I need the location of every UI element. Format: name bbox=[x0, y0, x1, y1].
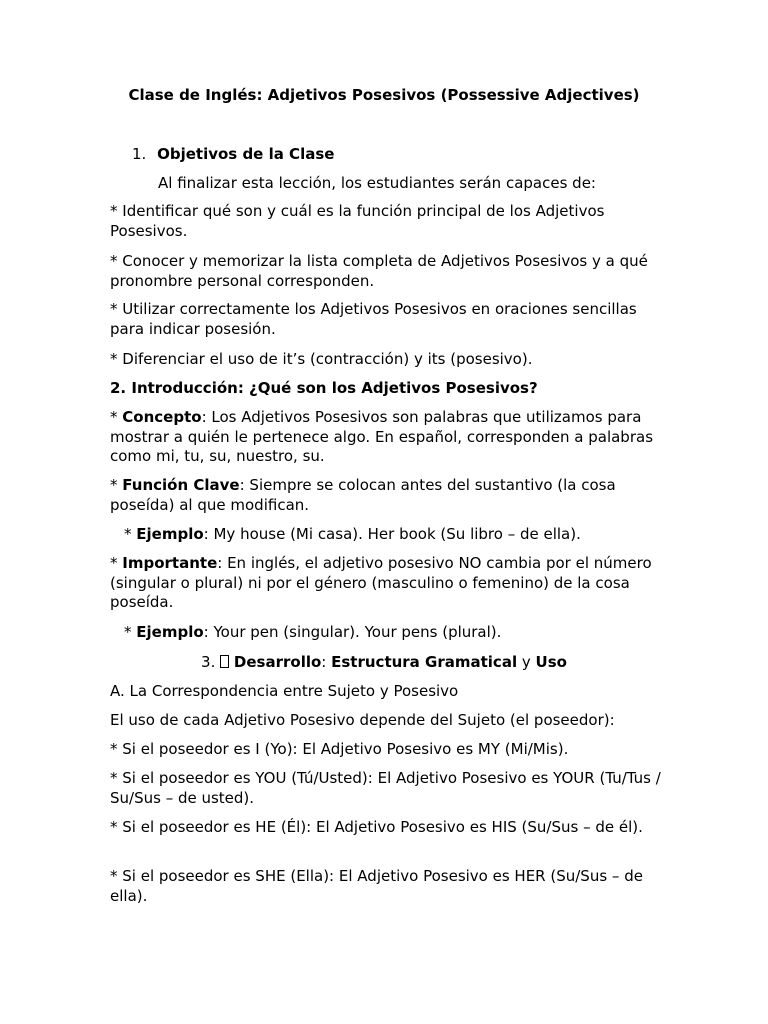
objective-3: * Utilizar correctamente los Adjetivos Posesivos en oraciones sencillas para indicar posesión. bbox=[110, 300, 637, 338]
section-2-heading: 2. Introducción: ¿Qué son los Adjetivos Posesivos? bbox=[110, 379, 538, 397]
section-1-heading bbox=[132, 144, 334, 164]
objective-4: * Diferenciar el uso de it’s (contracción) y its (posesivo). bbox=[110, 350, 533, 368]
subsection-a-heading: A. La Correspondencia entre Sujeto y Posesivo bbox=[110, 682, 459, 700]
uso-label: Uso bbox=[535, 653, 567, 671]
bullet-prefix: * bbox=[124, 525, 137, 543]
importante-paragraph bbox=[110, 554, 665, 613]
ejemplo-1-label: Ejemplo bbox=[136, 525, 204, 543]
funcion-label: Función Clave bbox=[122, 476, 240, 494]
section-3-number: 3. bbox=[201, 653, 221, 671]
ejemplo-2-text: : Your pen (singular). Your pens (plural). bbox=[203, 623, 502, 641]
possessive-item-1: * Si el poseedor es I (Yo): El Adjetivo Posesivo es MY (Mi/Mis). bbox=[110, 740, 569, 758]
bullet-prefix: * bbox=[110, 554, 123, 572]
funcion-text: : Siempre se colocan antes del sustantivo (la cosa poseída) al que modifican. bbox=[110, 476, 616, 514]
ejemplo-2-label: Ejemplo bbox=[136, 623, 204, 641]
section-1-title: Objetivos de la Clase bbox=[157, 145, 335, 163]
ejemplo-1-line bbox=[124, 524, 581, 544]
objective-2: * Conocer y memorizar la lista completa de Adjetivos Posesivos y a qué pronombre personal corresponden. bbox=[110, 252, 648, 290]
missing-glyph-icon bbox=[220, 655, 229, 668]
concepto-label: Concepto bbox=[122, 408, 202, 426]
desarrollo-label: Desarrollo bbox=[233, 653, 322, 671]
section-1-number: 1. bbox=[132, 145, 147, 163]
section-3-heading bbox=[0, 652, 768, 672]
bullet-prefix: * bbox=[110, 476, 123, 494]
ejemplo-1-text: : My house (Mi casa). Her book (Su libro – de ella). bbox=[203, 525, 581, 543]
concepto-paragraph bbox=[110, 408, 665, 467]
possessive-item-2: * Si el poseedor es YOU (Tú/Usted): El Adjetivo Posesivo es YOUR (Tu/Tus / Su/Sus – de usted). bbox=[110, 769, 661, 807]
bullet-prefix: * bbox=[124, 623, 137, 641]
document-title: Clase de Inglés: Adjetivos Posesivos (Possessive Adjectives) bbox=[128, 86, 640, 104]
funcion-paragraph bbox=[110, 476, 665, 515]
possessive-item-3: * Si el poseedor es HE (Él): El Adjetivo Posesivo es HIS (Su/Sus – de él). bbox=[110, 818, 643, 836]
colon-text: : bbox=[321, 653, 332, 671]
bullet-prefix: * bbox=[110, 408, 123, 426]
importante-text: : En inglés, el adjetivo posesivo NO cambia por el número (singular o plural) ni por el género (masculino o femenino) de la cosa poseída. bbox=[110, 554, 652, 611]
objective-1: * Identificar qué son y cuál es la función principal de los Adjetivos Posesivos. bbox=[110, 202, 605, 240]
concepto-text: : Los Adjetivos Posesivos son palabras que utilizamos para mostrar a quién le pertenece algo. En español, corresponden a palabras como mi, tu, su, nuestro, su. bbox=[110, 408, 654, 465]
objectives-intro: Al finalizar esta lección, los estudiantes serán capaces de: bbox=[158, 174, 596, 192]
estructura-label: Estructura Gramatical bbox=[331, 653, 518, 671]
importante-label: Importante bbox=[122, 554, 218, 572]
ejemplo-2-line bbox=[124, 622, 501, 642]
conjunction-text: y bbox=[517, 653, 536, 671]
subject-intro: El uso de cada Adjetivo Posesivo depende del Sujeto (el poseedor): bbox=[110, 711, 615, 729]
possessive-item-4: * Si el poseedor es SHE (Ella): El Adjetivo Posesivo es HER (Su/Sus – de ella). bbox=[110, 867, 643, 905]
